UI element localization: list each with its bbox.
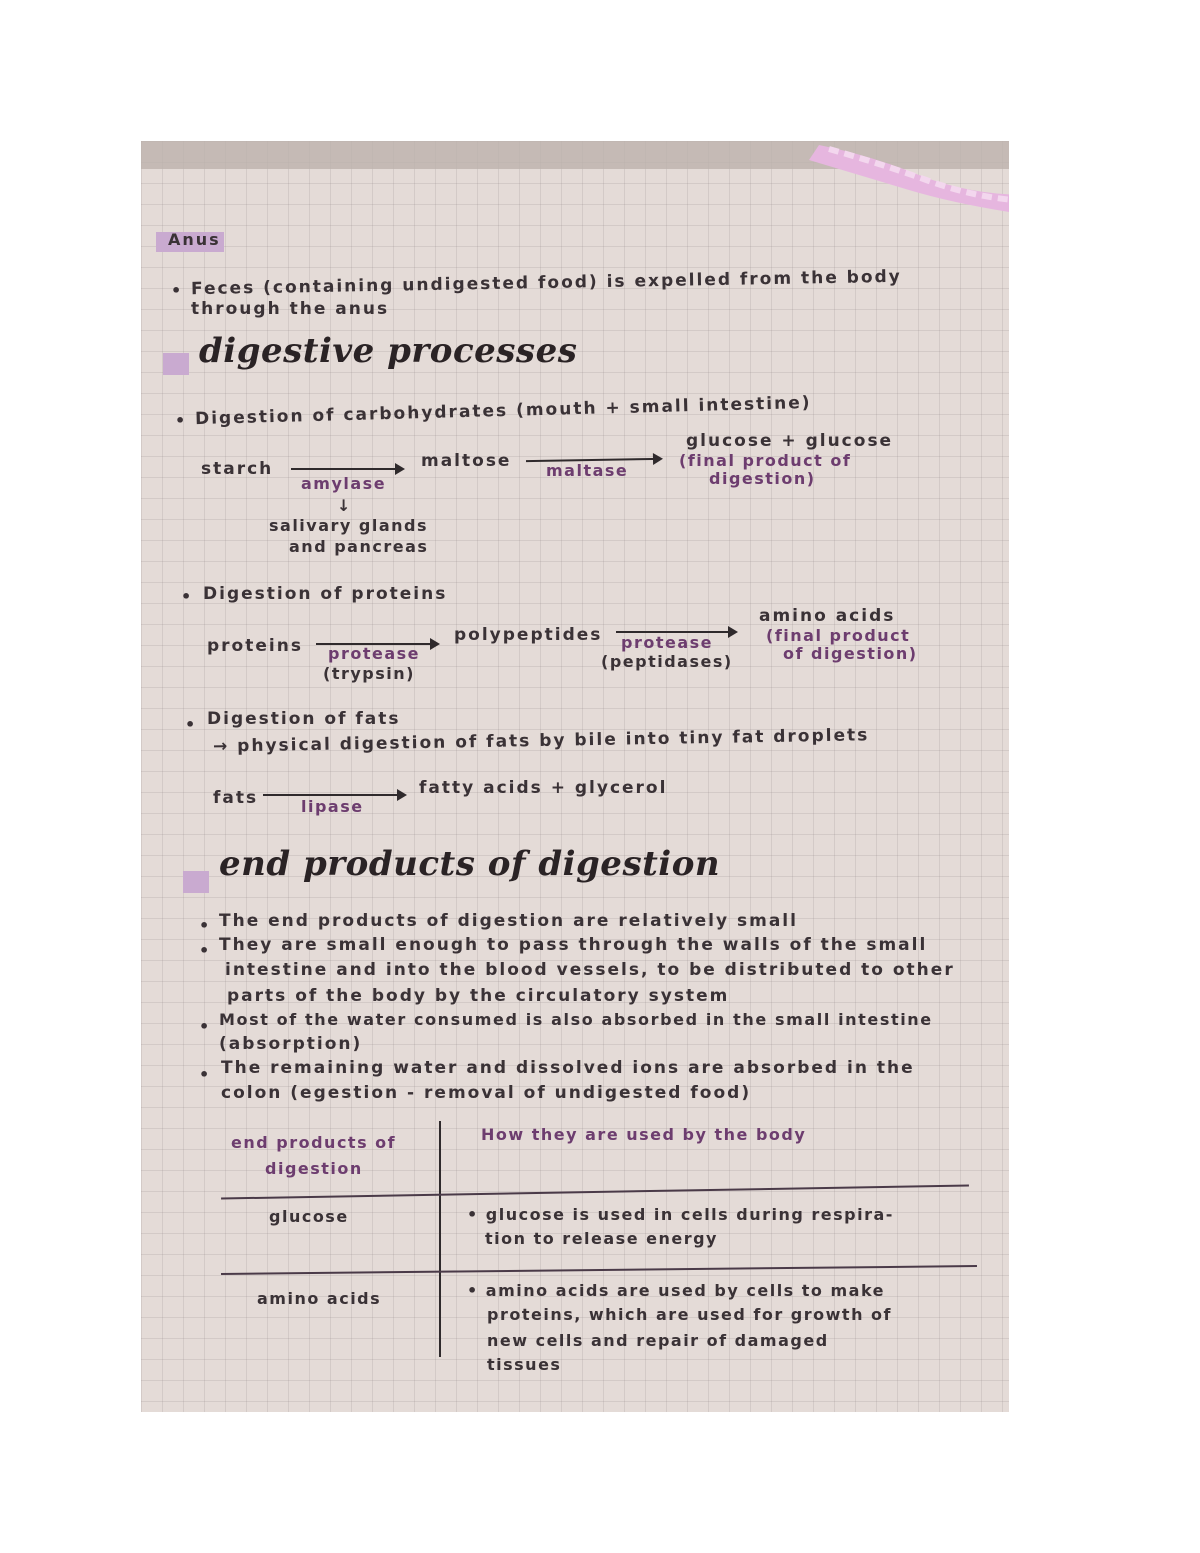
table-row2-name: amino acids [257,1289,382,1308]
anus-bullet: Feces (containing undigested food) is expelled from the body [190,266,902,300]
table-row2-use-2: proteins, which are used for growth of [487,1305,892,1324]
table-col1-header-2: digestion [265,1159,363,1178]
glands-line-2: and pancreas [289,537,429,556]
table-header-rule [221,1184,969,1199]
proteins-label: proteins [207,636,303,656]
lipase-label: lipase [301,797,364,816]
end-bullet-dot-1: • [199,916,212,935]
end-products-heading: end products of digestion [219,844,721,884]
table-row1-use-2: tion to release energy [485,1229,718,1248]
carbs-final-1: (final product of [679,451,852,470]
end-bullet-1: The end products of digestion are relatively small [219,911,798,931]
proteins-final-2: of digestion) [783,644,918,663]
end-bullet-dot-4: • [199,1065,212,1084]
notebook-photo [141,141,1009,1412]
carbs-bullet-dot: • [175,411,188,430]
end-bullet-3: Most of the water consumed is also absorbed in the small intestine [219,1010,933,1029]
table-row-rule [221,1265,977,1275]
amino-acids-label: amino acids [759,606,896,626]
end-bullet-dot-3: • [199,1017,212,1036]
end-bullet-dot-2: • [199,941,212,960]
end-bullet-4b: colon (egestion - removal of undigested food) [221,1083,752,1103]
fats-bullet-dot: • [185,715,198,734]
fats-label: fats [213,788,259,808]
starch-arrow [291,468,403,470]
protease-label-2: protease [621,633,714,652]
amylase-label: amylase [301,474,387,493]
anus-bullet-dot: • [171,281,184,300]
table-row2-use-3: new cells and repair of damaged [487,1331,829,1350]
fats-products: fatty acids + glycerol [419,778,668,798]
table-row1-name: glucose [269,1207,349,1226]
table-col2-header: How they are used by the body [481,1125,807,1144]
maltose-label: maltose [421,451,512,471]
table-col1-header-1: end products of [231,1133,397,1152]
table-row2-use-1: • amino acids are used by cells to make [467,1281,886,1300]
table-divider-vertical [439,1121,441,1357]
end-bullet-2: They are small enough to pass through the walls of the small [219,935,928,955]
anus-label: Anus [168,230,221,249]
fats-arrow [263,794,405,796]
processes-heading: digestive processes [199,331,578,371]
carbs-final-2: digestion) [709,469,816,488]
glucose-label: glucose + glucose [686,431,894,451]
end-products-highlight [183,871,209,893]
proteins-final-1: (final product [766,626,911,645]
carbs-title: Digestion of carbohydrates (mouth + small intestine) [194,392,812,430]
trypsin-label: (trypsin) [323,664,415,683]
processes-highlight [163,353,189,375]
table-row1-use-1: • glucose is used in cells during respira- [467,1205,894,1224]
glands-line-1: salivary glands [269,516,429,535]
table-row2-use-4: tissues [487,1355,562,1374]
end-bullet-4: The remaining water and dissolved ions are absorbed in the [221,1058,915,1078]
fats-title: Digestion of fats [207,709,401,729]
anus-bullet-cont: through the anus [191,299,390,319]
starch-label: starch [201,459,274,479]
polypeptides-label: polypeptides [454,625,603,645]
peptidases-label: (peptidases) [601,652,733,671]
fats-physical: → physical digestion of fats by bile into tiny fat droplets [212,725,870,757]
proteins-bullet-dot: • [181,587,194,606]
protease-label-1: protease [328,644,421,663]
down-arrow: ↓ [337,496,353,515]
end-bullet-2c: parts of the body by the circulatory system [227,986,730,1006]
maltase-label: maltase [546,461,629,480]
end-bullet-3b: (absorption) [219,1034,363,1054]
pink-ribbon-decoration [809,141,1009,215]
proteins-title: Digestion of proteins [203,584,448,604]
end-bullet-2b: intestine and into the blood vessels, to be distributed to other [225,960,955,980]
